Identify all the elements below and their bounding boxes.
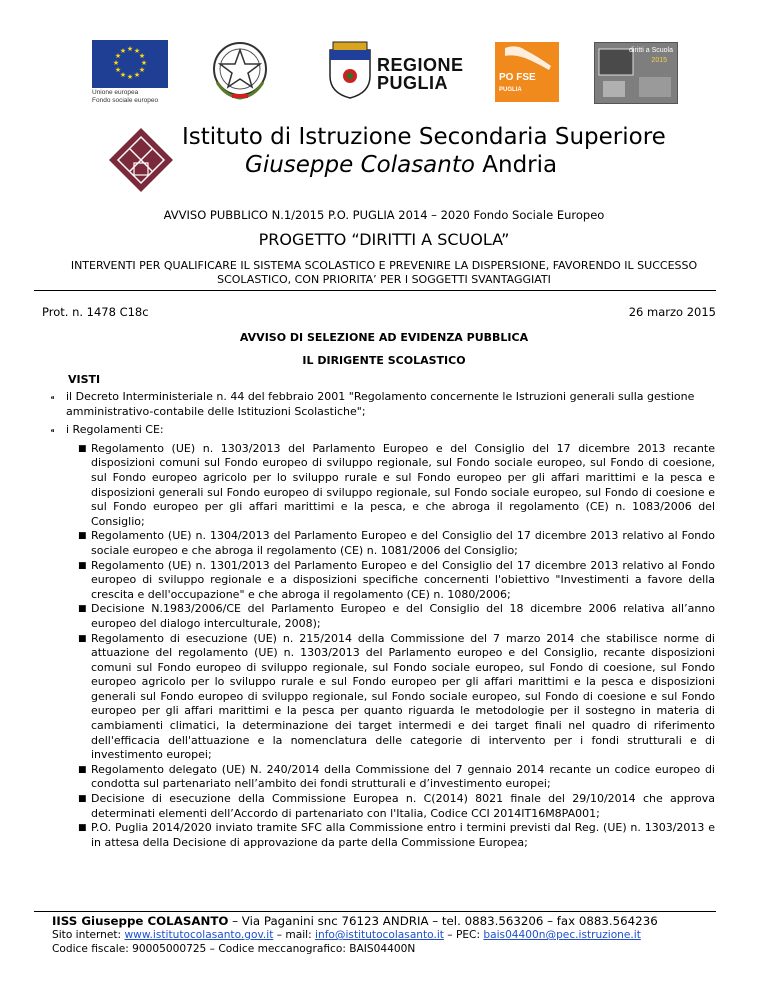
pec-link[interactable]: bais04400n@pec.istruzione.it xyxy=(483,929,641,941)
document-date: 26 marzo 2015 xyxy=(628,305,716,319)
list-item xyxy=(78,792,715,821)
square-bullet-icon: ■ xyxy=(78,443,87,454)
logo-bar xyxy=(0,36,768,106)
list-item xyxy=(50,390,715,419)
footer-contacts-line xyxy=(52,928,732,942)
eu-caption xyxy=(92,89,168,105)
svg-text:★: ★ xyxy=(138,66,146,74)
footer-mail-label: – mail: xyxy=(273,929,316,941)
footer-site-label: Sito internet: xyxy=(52,929,125,941)
list-item-text: P.O. Puglia 2014/2020 inviato tramite SFC alla Commissione entro i termini previsti dal Reg. (UE) n. 1303/2013 e in attesa della Decisione di approvazione da parte della Commissione Europea; xyxy=(91,821,715,849)
list-item-text: i Regolamenti CE: xyxy=(66,423,164,437)
list-item-text: il Decreto Interministeriale n. 44 del febbraio 2001 "Regolamento concernente le Istruzioni generali sulla gestione amministrativo-contabile delle Istituzioni Scolastiche"; xyxy=(66,390,695,418)
square-bullet-icon: ■ xyxy=(78,794,87,805)
square-bullet-icon: ■ xyxy=(78,633,87,644)
pofse-logo-line2: PUGLIA xyxy=(499,87,522,93)
header-divider xyxy=(34,290,716,291)
list-item xyxy=(78,559,715,603)
square-bullet-icon: ■ xyxy=(78,764,87,775)
list-item xyxy=(78,529,715,558)
list-item xyxy=(78,632,715,763)
visti-heading: VISTI xyxy=(68,373,101,386)
list-item-text: Regolamento di esecuzione (UE) n. 215/2014 della Commissione del 7 marzo 2014 che stabilisce norme di attuazione del regolamento (UE) n. 1303/2013 del Parlamento europeo e del Consiglio, recante disposizioni comuni sul Fondo europeo di sviluppo regionale, sul Fondo sociale europeo, sul Fondo di coesione, sul Fondo europeo agricolo per lo sviluppo rurale e sul Fondo europeo per gli affari marittimi e la pesca e disposizioni generali sul Fondo europeo di sviluppo regionale, sul Fondo sociale europeo, sul Fondo di coesione e sul Fondo europeo per gli affari marittimi e la pesca per quanto riguarda le metodologie per il sostegno in materia di cambiamenti climatici, la determinazione dei target intermedi e dei target finali nel quadro di riferimento dell'efficacia dell'attuazione e la nomenclatura delle categorie di intervento per i fondi strutturali e di investimento europei; xyxy=(91,631,715,762)
eu-logo xyxy=(92,40,168,104)
list-item xyxy=(78,602,715,631)
list-item xyxy=(78,821,715,850)
svg-text:★: ★ xyxy=(114,52,122,60)
svg-text:★: ★ xyxy=(112,59,120,67)
list-item-text: Regolamento (UE) n. 1304/2013 del Parlamento Europeo e del Consiglio del 17 dicembre 2013 relativo al Fondo sociale europeo e che abroga il regolamento (CE) n. 1081/2006 del Consiglio; xyxy=(91,529,715,557)
interventi-subtitle: INTERVENTI PER QUALIFICARE IL SISTEMA SCOLASTICO E PREVENIRE LA DISPERSIONE, FAVORENDO IL SUCCESSO SCOLASTICO, CON PRIORITA’ PER I SOGGETTI SVANTAGGIATI xyxy=(70,259,698,286)
bullet-icon: ⁌ xyxy=(50,426,55,438)
school-subtitle xyxy=(245,152,557,178)
eu-caption-line2: Fondo sociale europeo xyxy=(92,97,159,104)
diritti-a-scuola-logo xyxy=(594,42,678,104)
list-item xyxy=(78,763,715,792)
protocol-number: Prot. n. 1478 C18c xyxy=(42,305,149,319)
pofse-logo-line1: PO FSE xyxy=(499,72,536,83)
website-link[interactable]: www.istitutocolasanto.gov.it xyxy=(124,929,274,941)
eu-caption-line1: Unione europea xyxy=(92,89,139,96)
list-item-text: Decisione N.1983/2006/CE del Parlamento Europeo e del Consiglio del 18 dicembre 2006 relativa all’anno europeo del dialogo interculturale, 2008); xyxy=(91,602,715,630)
avviso-line: AVVISO PUBBLICO N.1/2015 P.O. PUGLIA 2014 – 2020 Fondo Sociale Europeo xyxy=(163,208,605,222)
ds-logo-title: diritti a Scuola xyxy=(629,47,673,54)
dirigente-heading: IL DIRIGENTE SCOLASTICO xyxy=(302,354,466,367)
puglia-logo-line2: PUGLIA xyxy=(377,73,449,93)
svg-text:★: ★ xyxy=(119,47,127,55)
list-item xyxy=(50,423,715,438)
svg-text:★: ★ xyxy=(114,66,122,74)
school-founder: Giuseppe Colasanto xyxy=(245,152,475,178)
svg-text:★: ★ xyxy=(133,47,141,55)
svg-text:★: ★ xyxy=(140,59,148,67)
email-link[interactable]: info@istitutocolasanto.it xyxy=(315,929,444,941)
svg-text:★: ★ xyxy=(126,45,134,53)
square-bullet-icon: ■ xyxy=(78,604,87,615)
svg-text:★: ★ xyxy=(126,73,134,81)
list-item-text: Decisione di esecuzione della Commissione Europea n. C(2014) 8021 finale del 29/10/2014 che approva determinati elementi dell’Accordo di partenariato con l'Italia, Codice CCI 2014IT16M8PA001; xyxy=(91,792,715,820)
footer-address: – Via Paganini snc 76123 ANDRIA – tel. 0883.563206 – fax 0883.564236 xyxy=(228,914,658,928)
school-name: Istituto di Istruzione Secondaria Superiore xyxy=(182,124,666,150)
footer xyxy=(52,914,732,956)
document-body xyxy=(50,390,715,850)
eu-flag-icon xyxy=(92,40,168,88)
footer-address-line xyxy=(52,914,732,928)
footer-school-name: IISS Giuseppe COLASANTO xyxy=(52,914,229,928)
square-bullet-icon: ■ xyxy=(78,823,87,834)
square-bullet-icon: ■ xyxy=(78,531,87,542)
puglia-crest-icon xyxy=(325,38,375,100)
selection-heading: AVVISO DI SELEZIONE AD EVIDENZA PUBBLICA xyxy=(239,331,529,344)
list-item xyxy=(78,442,715,530)
footer-divider xyxy=(34,911,716,912)
footer-pec-label: – PEC: xyxy=(443,929,484,941)
svg-text:★: ★ xyxy=(138,52,146,60)
footer-codes: Codice fiscale: 90005000725 – Codice meccanografico: BAIS04400N xyxy=(52,943,416,955)
school-logo-icon xyxy=(108,127,174,193)
list-item-text: Regolamento (UE) n. 1303/2013 del Parlamento Europeo e del Consiglio del 17 dicembre 2013 recante disposizioni comuni sul Fondo europeo di sviluppo regionale, sul Fondo sociale europeo, sul Fondo di coesione, sul Fondo europeo agricolo per lo sviluppo rurale e sul Fondo europeo per gli affari marittimi e la pesca e disposizioni generali sul Fondo europeo di sviluppo regionale, sul Fondo sociale europeo, sul Fondo di coesione e sul Fondo europeo per gli affari marittimi e la pesca, e che abroga il regolamento (CE) n. 1083/2006 del Consiglio; xyxy=(91,441,715,528)
regione-puglia-logo xyxy=(325,38,464,100)
svg-text:★: ★ xyxy=(119,71,127,79)
svg-text:★: ★ xyxy=(133,71,141,79)
progetto-title: PROGETTO “DIRITTI A SCUOLA” xyxy=(258,230,510,249)
regulations-list xyxy=(78,442,715,851)
italian-republic-emblem-icon xyxy=(205,36,275,102)
bullet-icon: ⁌ xyxy=(50,393,55,404)
puglia-logo-line1: REGIONE xyxy=(377,55,464,75)
po-fse-puglia-logo xyxy=(495,42,559,102)
school-city: Andria xyxy=(474,152,558,178)
ds-logo-year: 2015 xyxy=(651,57,667,64)
list-item-text: Regolamento (UE) n. 1301/2013 del Parlamento Europeo e del Consiglio del 17 dicembre 2013 relativo al Fondo europeo di sviluppo regionale e a disposizioni specifiche concernenti l'obiettivo "Investimenti a favore della crescita e dell'occupazione" e che abroga il regolamento (CE) n. 1080/2006; xyxy=(91,558,715,601)
list-item-text: Regolamento delegato (UE) N. 240/2014 della Commissione del 7 gennaio 2014 recante un codice europeo di condotta sul partenariato nell’ambito dei fondi strutturali e d’investimento europei; xyxy=(91,762,715,791)
square-bullet-icon: ■ xyxy=(78,560,87,571)
puglia-map-icon xyxy=(495,42,559,72)
